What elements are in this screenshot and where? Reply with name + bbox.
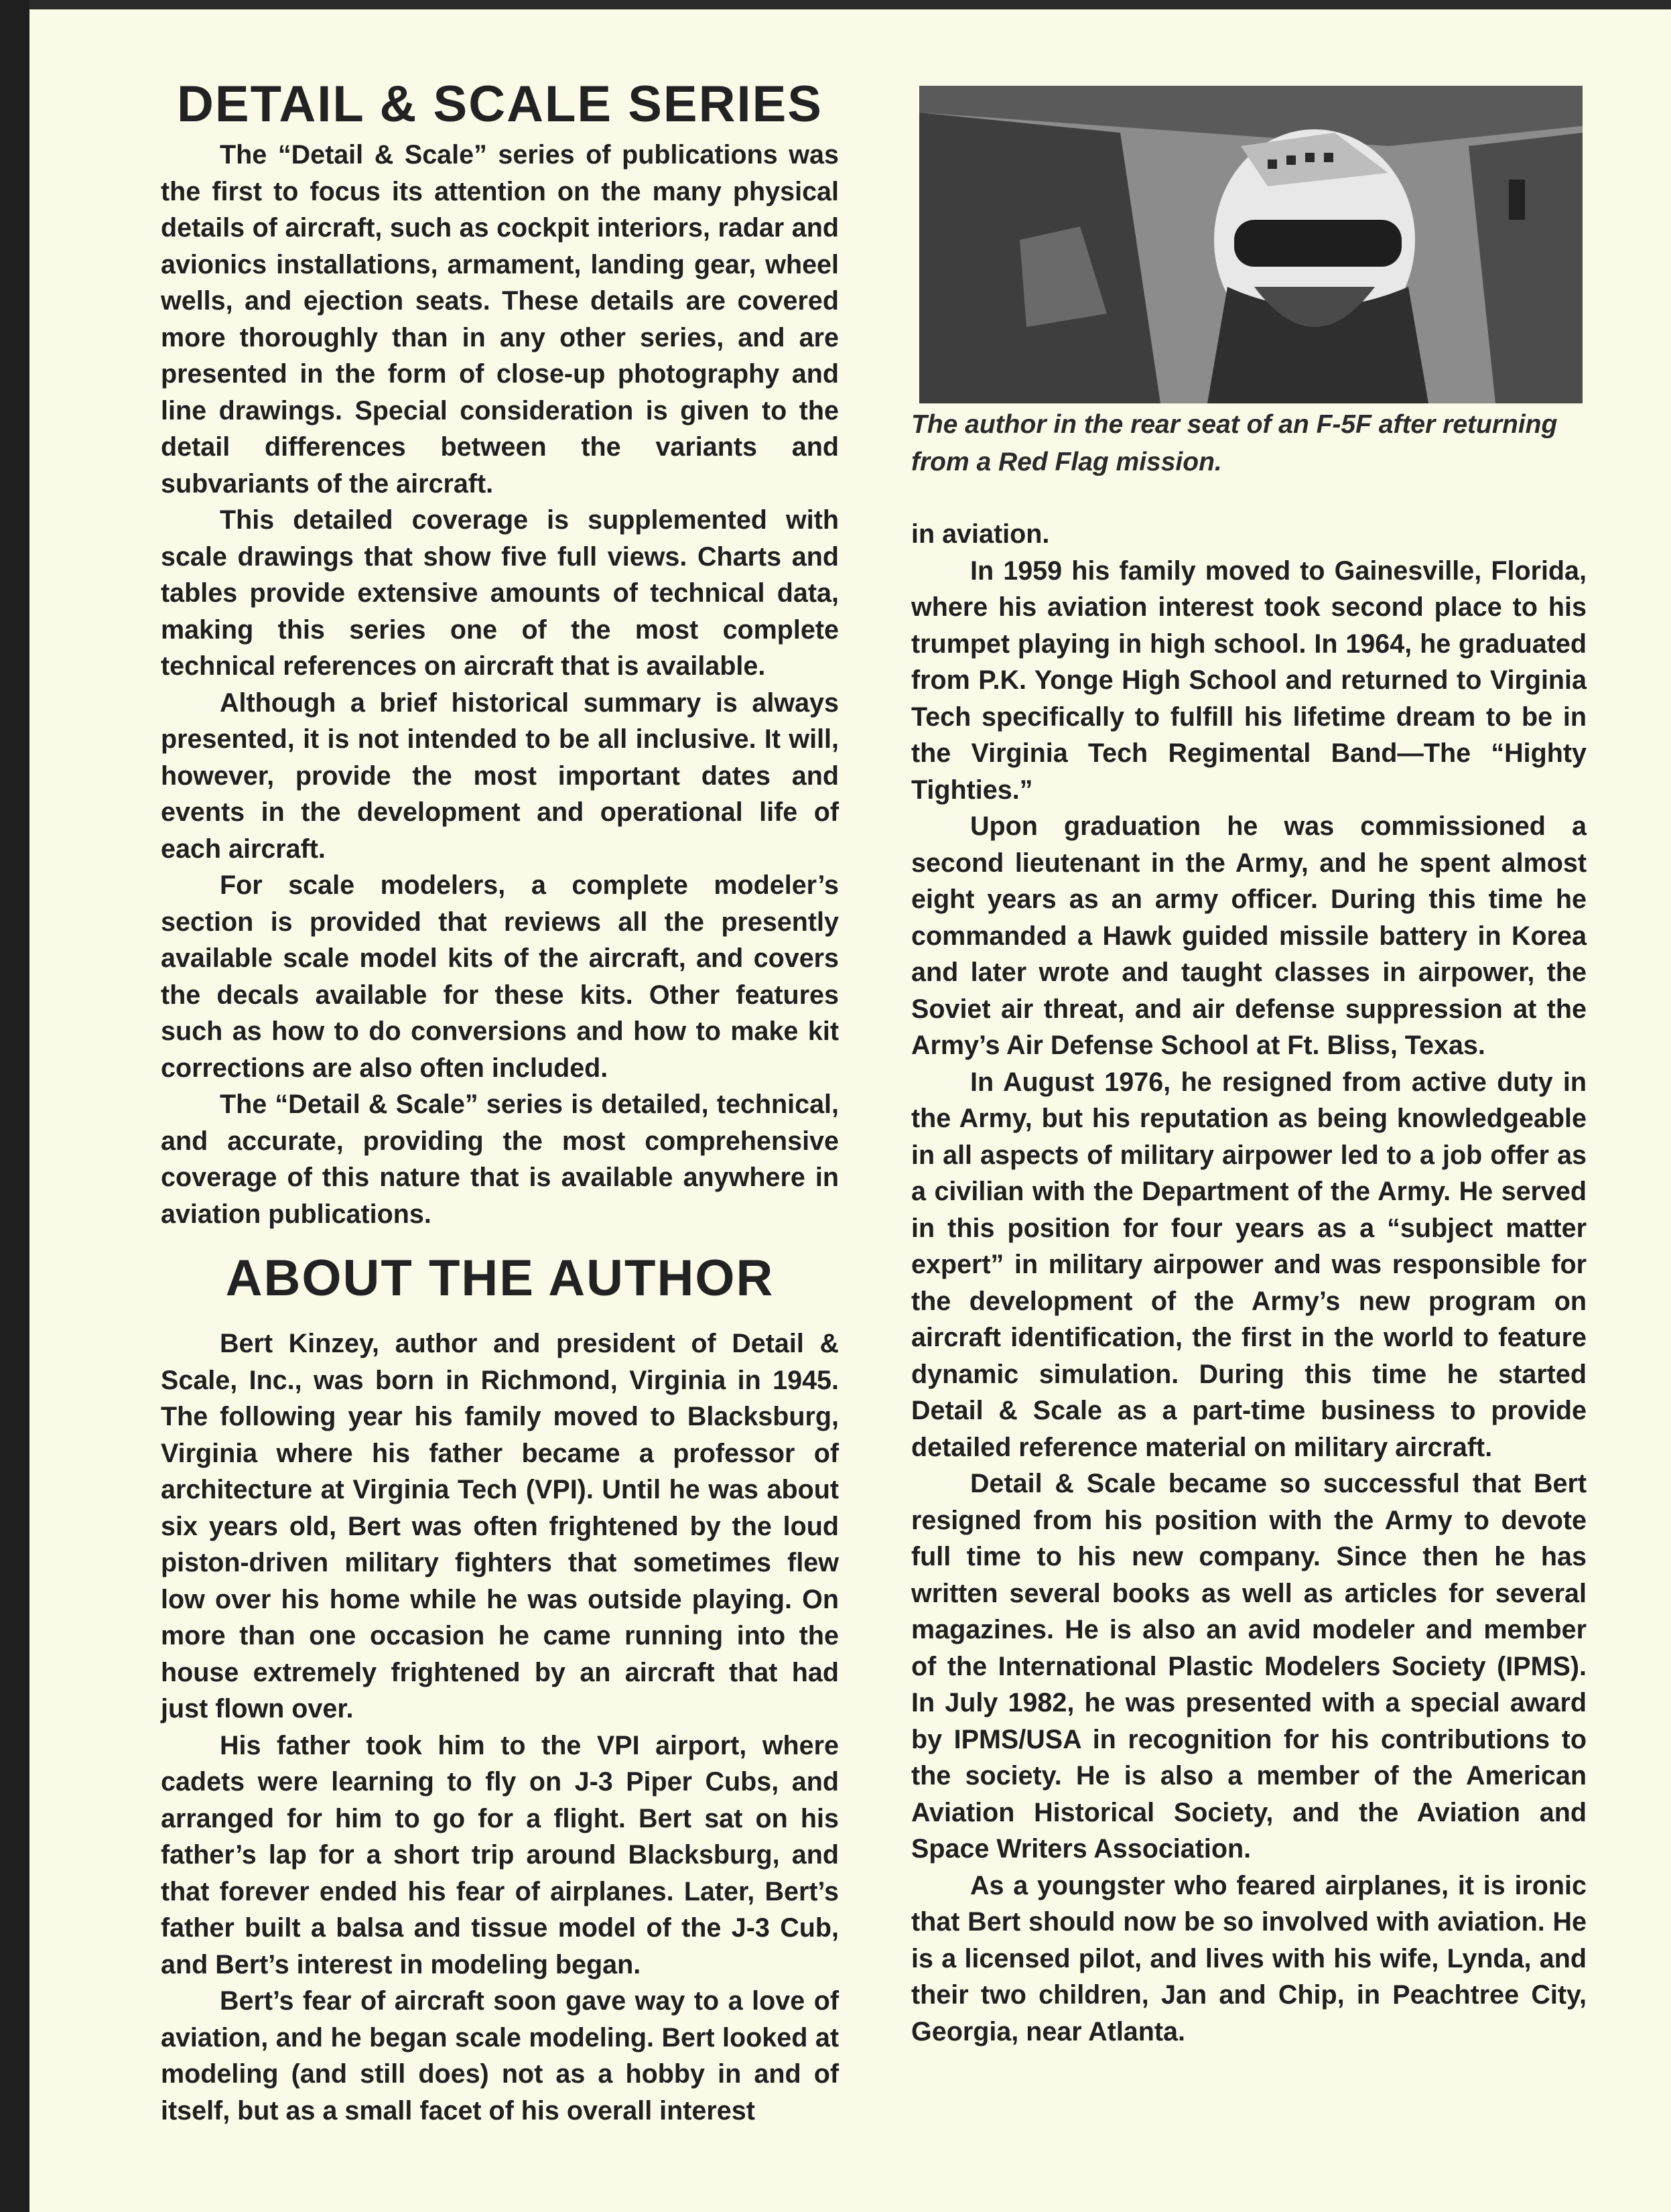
series-paragraph: The “Detail & Scale” series is detailed, technical, and accurate, providing the most comprehensive coverage of this nature that is available anywhere in aviation publications. (161, 1090, 839, 1229)
page-scan-edge-top (0, 0, 1671, 9)
caption-line: The author in the rear seat of an F-5F after returning (911, 410, 1558, 439)
caption-line: from a Red Flag mission. (911, 448, 1222, 476)
photo-caption (911, 406, 1587, 481)
series-paragraph: This detailed coverage is supplemented with scale drawings that show five full views. Charts and tables provide extensive amounts of technical data, making this series one of the most complete technical references on aircraft that is available. (161, 505, 839, 681)
author-body-right (911, 516, 1587, 2050)
series-paragraph: Although a brief historical summary is always presented, it is not intended to be all inclusive. It will, however, provide the most important dates and events in the development and operational life of each aircraft. (161, 688, 839, 864)
series-paragraph: The “Detail & Scale” series of publications was the first to focus its attention on the many physical details of aircraft, such as cockpit interiors, radar and avionics installations, armament, landing gear, wheel wells, and ejection seats. These details are covered more thoroughly than in any other series, and are presented in the form of close-up photography and line drawings. Special consideration is given to the detail differences between the variants and subvariants of the aircraft. (161, 140, 839, 499)
author-paragraph: Upon graduation he was commissioned a second lieutenant in the Army, and he spent almost eight years as an army officer. During this time he commanded a Hawk guided missile battery in Korea and later wrote and taught classes in airpower, the Soviet air threat, and air defense suppression at the Army’s Air Defense School at Ft. Bliss, Texas. (911, 811, 1587, 1060)
pilot-photo-icon (919, 86, 1583, 403)
author-paragraph: As a youngster who feared airplanes, it is ironic that Bert should now be so involved with aviation. He is a licensed pilot, and lives with his wife, Lynda, and their two children, Jan and Chip, in Peachtree City, Georgia, near Atlanta. (911, 1870, 1587, 2046)
page-scan-edge-left (0, 0, 29, 2212)
pilot-photo (919, 86, 1583, 403)
series-paragraph: For scale modelers, a complete modeler’s section is provided that reviews all the presently available scale model kits of the aircraft, and covers the decals available for these kits. Other features such as how to do conversions and how to make kit corrections are also often included. (161, 870, 839, 1083)
author-paragraph: His father took him to the VPI airport, where cadets were learning to fly on J-3 Piper Cubs, and arranged for him to go for a flight. Bert sat on his father’s lap for a short trip around Blacksburg, and that forever ended his fear of airplanes. Later, Bert’s father built a balsa and tissue model of the J-3 Cub, and Bert’s interest in modeling began. (161, 1730, 839, 1979)
series-body (161, 137, 839, 1232)
series-heading: DETAIL & SCALE SERIES (177, 76, 823, 133)
author-paragraph: Bert’s fear of aircraft soon gave way to a love of aviation, and he began scale modeling. Bert looked at modeling (and still does) not as a hobby in and of itself, but as a small facet of his overall interest (161, 1986, 839, 2126)
author-continuation: in aviation. (911, 519, 1050, 549)
author-paragraph: Detail & Scale became so successful that Bert resigned from his position with the Army to devote full time to his new company. Since then he has written several books as well as articles for several magazines. He is also an avid modeler and member of the International Plastic Modelers Society (IPMS). In July 1982, he was presented with a special award by IPMS/USA in recognition for his contributions to the society. He is also a member of the American Aviation Historical Society, and the Aviation and Space Writers Association. (911, 1469, 1587, 1864)
author-body-left (161, 1325, 839, 2129)
author-paragraph: In August 1976, he resigned from active duty in the Army, but his reputation as being knowledgeable in all aspects of military airpower led to a job offer as a civilian with the Department of the Army. He served in this position for four years as a “subject matter expert” in military airpower and was responsible for the development of the Army’s new program on aircraft identification, the first in the world to feature dynamic simulation. During this time he started Detail & Scale as a part-time business to provide detailed reference material on military aircraft. (911, 1067, 1587, 1462)
author-paragraph: Bert Kinzey, author and president of Detail & Scale, Inc., was born in Richmond, Virginia in 1945. The following year his family moved to Blacksburg, Virginia where his father became a professor of architecture at Virginia Tech (VPI). Until he was about six years old, Bert was often frightened by the loud piston-driven military fighters that sometimes flew low over his home while he was outside playing. On more than one occasion he came running into the house extremely frightened by an aircraft that had just flown over. (161, 1329, 839, 1723)
author-heading: ABOUT THE AUTHOR (225, 1250, 775, 1307)
author-paragraph: In 1959 his family moved to Gainesville, Florida, where his aviation interest took second place to his trumpet playing in high school. In 1964, he graduated from P.K. Yonge High School and returned to Virginia Tech specifically to fulfill his lifetime dream to be in the Virginia Tech Regimental Band—The “Highty Tighties.” (911, 556, 1587, 805)
